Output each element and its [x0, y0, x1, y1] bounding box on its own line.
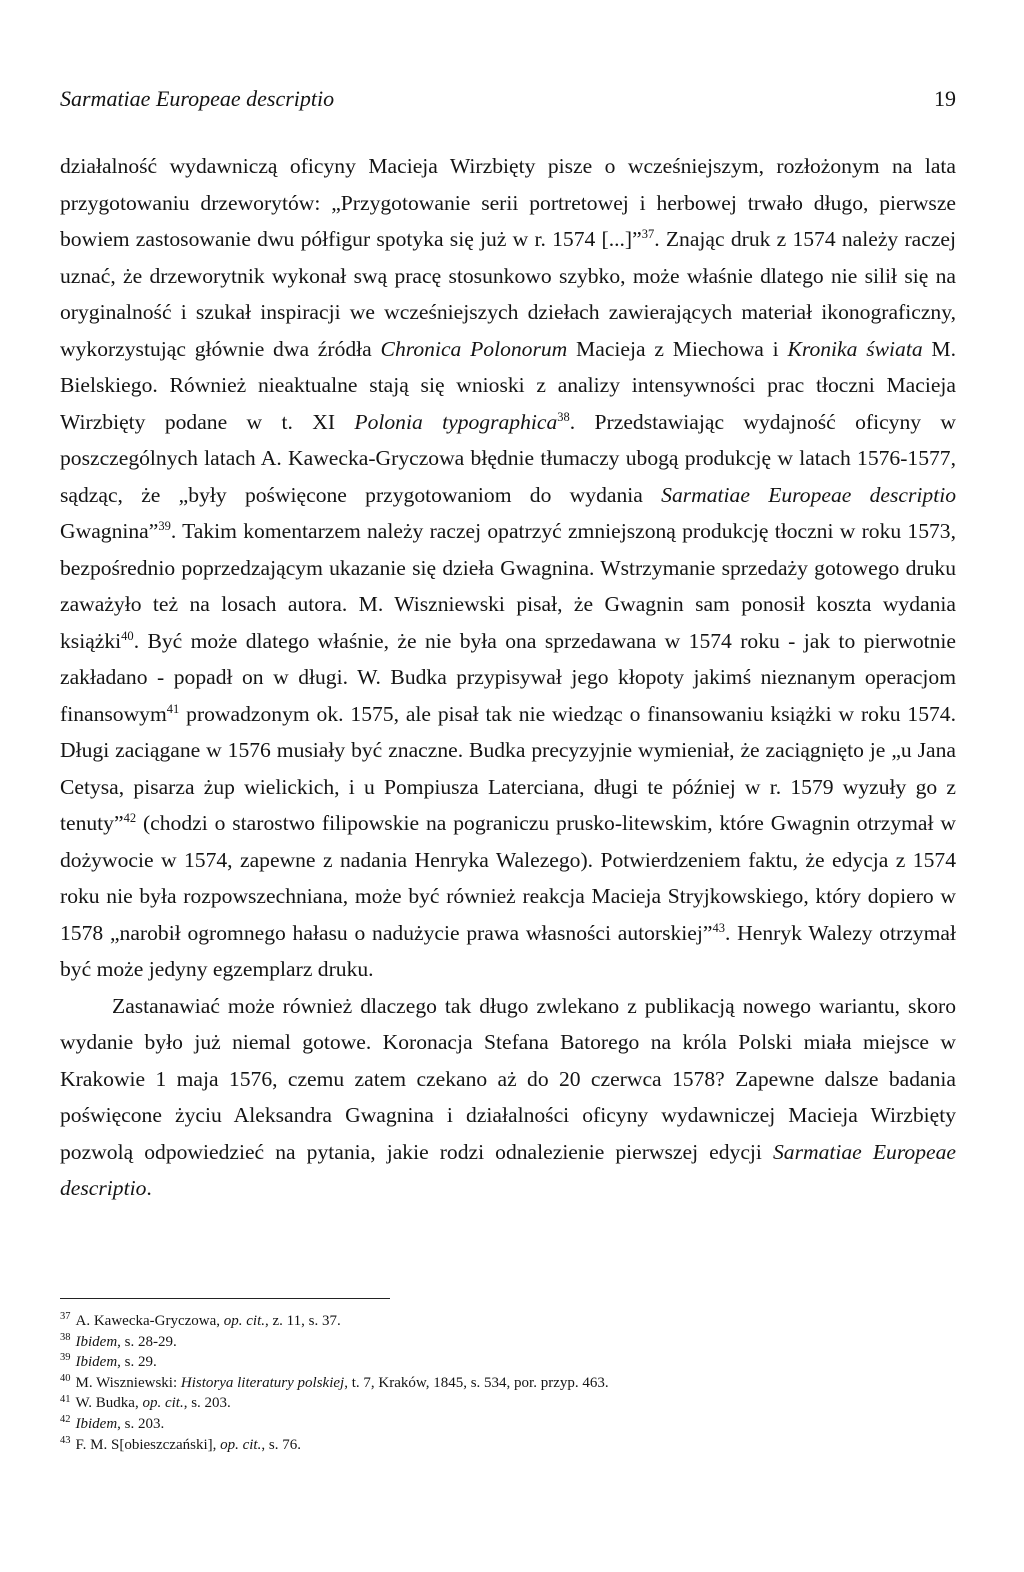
footnote-ref-40[interactable]: 40 — [121, 628, 134, 643]
footnote-text: M. Wiszniewski: — [75, 1374, 181, 1391]
footnote-number: 41 — [60, 1393, 71, 1405]
footnote-text: , s. 203. — [183, 1395, 231, 1412]
text-run: prowadzonym ok. 1575, ale pisał tak nie wiedząc o finansowaniu książki w roku 1574. Długi zaciągane w 1576 musiały być znaczne. Budka precyzyjnie wymieniał, że zaciągnięto je „u Jana Cetysa, pisarza żup wielickich, i u Pompiusza Laterciana, długi te później w r. 1579 wyzuły go z tenuty” — [60, 701, 956, 835]
footnote-number: 43 — [60, 1434, 71, 1446]
text-run: Gwagnina” — [60, 519, 159, 543]
text-run: . — [146, 1176, 152, 1200]
text-run: . Być może dlatego właśnie, że nie była ona sprzedawana w 1574 roku - jak to pierwotnie zakładano - popadł on w długi. W. Budka przypisywał jego kłopoty jakimś nieznanym operacjom finansowym — [60, 628, 956, 726]
footnote-ref-39[interactable]: 39 — [158, 518, 171, 533]
work-title-polonia-typographica: Polonia typographica — [354, 409, 558, 434]
footnotes — [60, 1311, 956, 1455]
footnote-italic: op. cit. — [220, 1436, 262, 1453]
footnote-38 — [60, 1332, 956, 1353]
footnote-ref-42[interactable]: 42 — [123, 810, 137, 825]
footnote-ref-43[interactable]: 43 — [712, 920, 725, 935]
footnote-number: 37 — [60, 1311, 71, 1323]
footnote-number: 42 — [60, 1414, 71, 1426]
footnote-text: W. Budka, — [75, 1395, 143, 1412]
footnote-text: , t. 7, Kraków, 1845, s. 534, por. przyp. 463. — [344, 1374, 609, 1391]
text-run: . Henryk Walezy otrzymał być może jedyny egzemplarz druku. — [60, 920, 956, 981]
paragraph-2 — [60, 988, 956, 1207]
text-run: Macieja z Miechowa i — [567, 336, 788, 361]
footnote-ref-38[interactable]: 38 — [557, 409, 570, 424]
footnote-39 — [60, 1352, 956, 1373]
footnote-italic: Ibidem — [75, 1354, 118, 1371]
text-run: Zastanawiać może również dlaczego tak długo zwlekano z publikacją nowego wariantu, skoro wydanie było już niemal gotowe. Koronacja Stefana Batorego na króla Polski miała miejsce w Krakowie 1 maja 1576, czemu zatem czekano aż do 20 czerwca 1578? Zapewne dalsze badania poświęcone życiu Aleksandra Gwagnina i działalności oficyny wydawniczej Macieja Wirzbięty pozwolą odpowiedzieć na pytania, jakie rodzi odnalezienie pierwszej edycji — [60, 993, 956, 1164]
work-title-sarmatiae: Sarmatiae Europeae descriptio — [661, 482, 957, 507]
work-title-kronika-swiata: Kronika świata — [787, 336, 923, 361]
footnote-italic: op. cit. — [223, 1313, 266, 1329]
footnote-43 — [60, 1435, 956, 1456]
work-title-sarmatiae: Sarmatiae Europeae descriptio — [60, 1139, 956, 1200]
footnote-text: , z. 11, s. 37. — [265, 1313, 341, 1329]
text-run: . Znając druk z 1574 należy raczej uznać, że drzeworytnik wykonał swą pracę stosunkowo szybko, może właśnie dlatego nie silił się na oryginalność i szukał inspiracji we wcześniejszych dziełach zawierających materiał ikonograficzny, wykorzystując głównie dwa źródła — [60, 227, 956, 361]
footnote-text: , s. 29. — [117, 1354, 157, 1371]
footnote-number: 38 — [60, 1331, 71, 1343]
footnote-text: , s. 203. — [117, 1415, 165, 1432]
text-run: działalność wydawniczą oficyny Macieja Wirzbięty pisze o wcześniejszym, rozłożonym na lata przygotowaniu drzeworytów: „Przygotowanie serii portretowej i herbowej trwało długo, pierwsze bowiem zastosowanie dwu półfigur spotyka się już w r. 1574 [...]” — [60, 154, 956, 251]
running-header — [60, 86, 956, 112]
footnote-italic: Ibidem — [75, 1415, 118, 1432]
footnote-40 — [60, 1373, 956, 1394]
footnote-37 — [60, 1311, 956, 1332]
footnote-ref-37[interactable]: 37 — [641, 226, 655, 241]
text-run: . Przedstawiając wydajność oficyny w poszczególnych latach A. Kawecka-Gryczowa błędnie tłumaczy ubogą produkcję w latach 1576-1577, sądząc, że „były poświęcone przygotowaniom do wydania — [60, 409, 957, 507]
footnote-number: 40 — [60, 1373, 71, 1385]
footnote-italic: Historya literatury polskiej — [180, 1374, 345, 1391]
running-title: Sarmatiae Europeae descriptio — [60, 86, 335, 111]
footnote-ref-41[interactable]: 41 — [166, 701, 180, 716]
footnote-italic: Ibidem — [75, 1333, 118, 1350]
paragraph-1 — [60, 148, 956, 988]
footnote-number: 39 — [60, 1352, 71, 1364]
text-run: . Takim komentarzem należy raczej opatrzyć zmniejszoną produkcję tłoczni w roku 1573, bezpośrednio poprzedzającym ukazanie się dzieła Gwagnina. Wstrzymanie sprzedaży gotowego druku zaważyło też na losach autora. M. Wiszniewski pisał, że Gwagnin sam ponosił koszta wydania książki — [60, 519, 956, 653]
page-number: 19 — [934, 86, 956, 111]
footnote-italic: op. cit. — [142, 1395, 184, 1412]
footnote-42 — [60, 1414, 956, 1435]
footnote-text: A. Kawecka-Gryczowa, — [75, 1313, 224, 1329]
footnote-text: , s. 28-29. — [117, 1333, 177, 1350]
work-title-chronica-polonorum: Chronica Polonorum — [380, 336, 568, 361]
footnote-text: , s. 76. — [261, 1436, 301, 1453]
footnote-separator — [60, 1298, 390, 1299]
footnote-41 — [60, 1393, 956, 1414]
main-text — [60, 148, 956, 1207]
text-run: (chodzi o starostwo filipowskie na pograniczu prusko-litewskim, które Gwagnin otrzymał w dożywocie w 1574, zapewne z nadania Henryka Walezego). Potwierdzeniem faktu, że edycja z 1574 roku nie była rozpowszechniana, może być również reakcja Macieja Stryjkowskiego, który dopiero w 1578 „narobił ogromnego hałasu o nadużycie prawa własności autorskiej” — [60, 811, 956, 945]
text-run: M. Bielskiego. Również nieaktualne stają się wnioski z analizy intensywności prac tłoczni Macieja Wirzbięty podane w t. XI — [60, 336, 957, 434]
footnote-text: F. M. S[obieszczański], — [75, 1436, 221, 1453]
